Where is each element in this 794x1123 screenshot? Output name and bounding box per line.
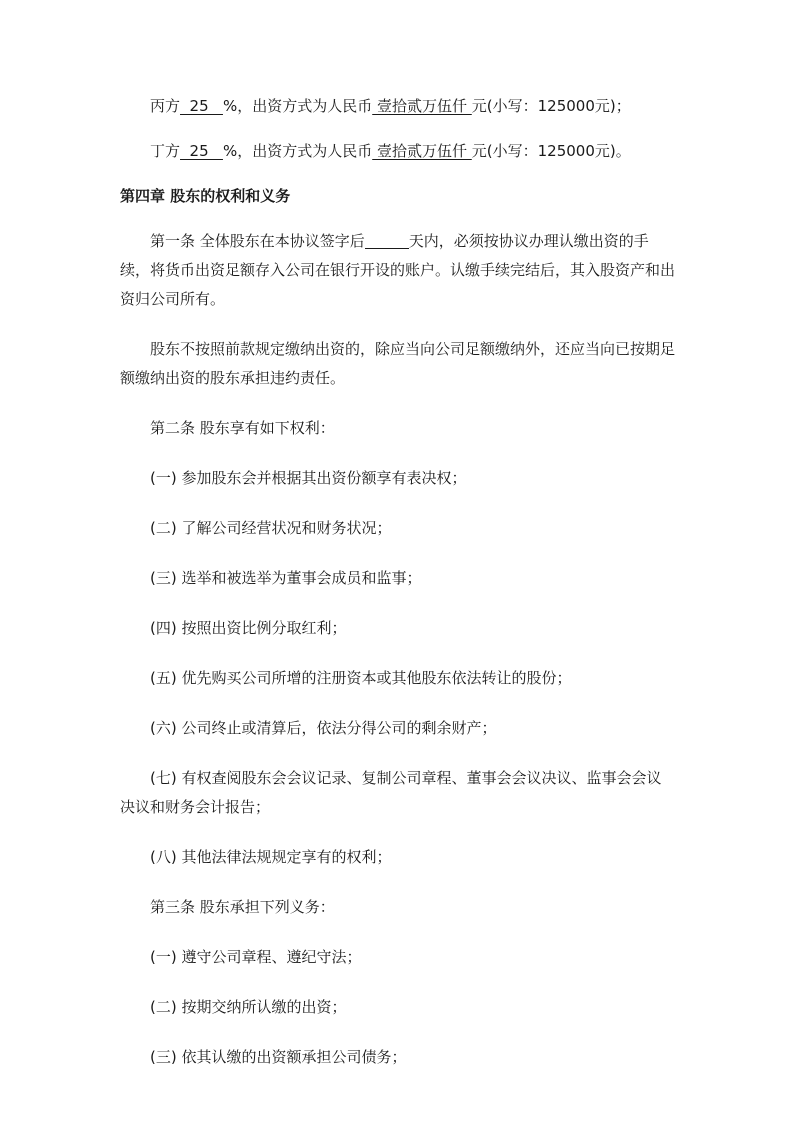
amount-suffix: 元(小写：125000元)； (471, 97, 631, 115)
rights-item: (一) 参加股东会并根据其出资份额享有表决权； (150, 469, 467, 487)
duties-item: (三) 依其认缴的出资额承担公司债务； (150, 1048, 407, 1066)
amount-words-blank: 壹拾贰万伍仟 (372, 97, 472, 115)
rights-item: (六) 公司终止或清算后，依法分得公司的剩余财产； (150, 719, 497, 737)
breach-paragraph: 股东不按照前款规定缴纳出资的，除应当向公司足额缴纳外，还应当向已按期足额缴纳出资的股东承担违约责任。 (120, 340, 676, 387)
amount-words-blank: 壹拾贰万伍仟 (372, 142, 472, 160)
rights-item: (五) 优先购买公司所增的注册资本或其他股东依法转让的股份； (150, 669, 572, 687)
chapter-heading: 第四章 股东的权利和义务 (120, 187, 291, 205)
document-body (120, 92, 675, 1072)
percent-blank: 25 (180, 97, 223, 115)
rights-item: (二) 了解公司经营状况和财务状况； (150, 519, 392, 537)
percent-text: %，出资方式为人民币 (222, 97, 373, 115)
party-name: 丁方 (150, 142, 181, 160)
article-3-title: 第三条 股东承担下列义务： (150, 898, 335, 916)
days-blank (365, 230, 409, 249)
rights-item: (八) 其他法律法规规定享有的权利； (150, 848, 392, 866)
percent-blank: 25 (180, 142, 223, 160)
rights-item: (七) 有权查阅股东会会议记录、复制公司章程、董事会会议决议、监事会会议决议和财务会计报告； (120, 769, 662, 816)
article-1-text-before: 第一条 全体股东在本协议签字后 (150, 232, 365, 250)
duties-item: (二) 按期交纳所认缴的出资； (150, 998, 347, 1016)
rights-item: (三) 选举和被选举为董事会成员和监事； (150, 569, 422, 587)
party-name: 丙方 (150, 97, 181, 115)
percent-text: %，出资方式为人民币 (222, 142, 373, 160)
article-2-title: 第二条 股东享有如下权利： (150, 419, 335, 437)
amount-suffix: 元(小写：125000元)。 (471, 142, 631, 160)
article-1 (120, 227, 675, 314)
duties-item: (一) 遵守公司章程、遵纪守法； (150, 948, 362, 966)
rights-item: (四) 按照出资比例分取红利； (150, 619, 347, 637)
share-line-bing (120, 92, 675, 121)
share-line-ding (120, 137, 675, 166)
article-1-text-after: 天内，必须按协议办理认缴出资的手续，将货币出资足额存入公司在银行开设的账户。认缴手续完结后，其入股资产和出资归公司所有。 (120, 232, 676, 308)
